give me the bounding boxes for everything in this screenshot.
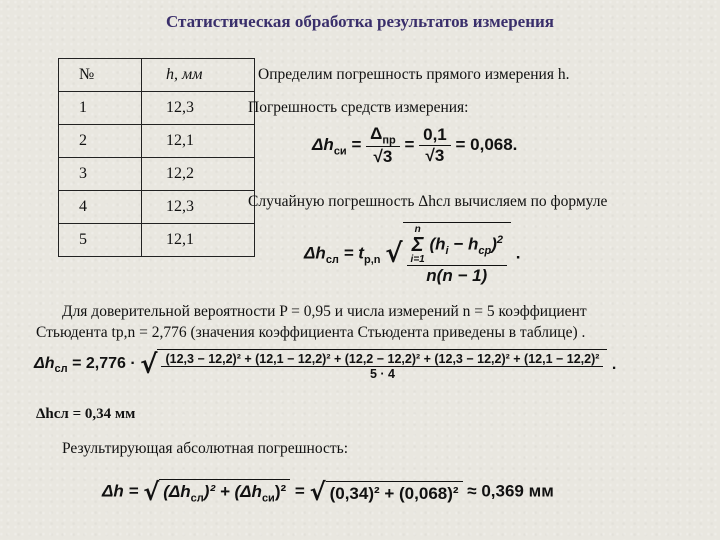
text-resulting-error: Результирующая абсолютная погрешность: [62,440,349,457]
page-title: Статистическая обработка результатов измерения [165,12,554,31]
formula-instrument-error: $\Delta h_{си}$ = $\frac{\Delta_{пр}}{√3}$ = $\frac{0,1}{√3}$ = 0,068. [312,124,518,167]
formula-random-error: $\Delta h_{сл} = t_{p,n}$ √ n Σ i=1 $(h_i - h_{ср})^2$ n(n − 1) . [304,224,521,285]
text-instrument-error: Погрешность средств измерения: [248,99,469,116]
table-cell: 4 [59,191,142,224]
result-random-error: Δhсл = 0,34 мм [36,406,136,422]
table-cell: 12,1 [142,125,255,158]
text-confidence: Для доверительной вероятности P = 0,95 и числа измерений n = 5 коэффициент [62,303,587,320]
table-row [59,125,255,158]
text-direct-measurement: Определим погрешность прямого измерения h. [258,66,570,83]
formula-total-error: Δh = √ $(\Delta h_{сл})^2 + (\Delta h_{си})^2$ = √ (0,34)² + (0,068)² ≈ 0,369 мм [102,478,554,506]
table-cell: 12,2 [142,158,255,191]
table-cell: 3 [59,158,142,191]
table-cell: 1 [59,92,142,125]
table-header-number: № [59,59,142,92]
table-cell: 5 [59,224,142,257]
formula-random-numeric: $\Delta h_{сл} = 2,776$ · √ (12,3 − 12,2)² + (12,1 − 12,2)² + (12,2 − 12,2)² + (12,3 − 12,2)² + (12,1 − 12,2)² 5 · 4 . [34,350,617,381]
table-row [59,224,255,257]
table-cell: 12,3 [142,92,255,125]
table-row [59,158,255,191]
text-random-error: Случайную погрешность Δhсл вычисляем по формуле [248,193,608,210]
table-header-row [59,59,255,92]
measurements-table [58,58,255,257]
table-header-h: h, мм [142,59,255,92]
table-cell: 12,1 [142,224,255,257]
table-row [59,92,255,125]
table-cell: 2 [59,125,142,158]
table-row [59,191,255,224]
table-cell: 12,3 [142,191,255,224]
text-student: Стьюдента tp,n = 2,776 (значения коэффициента Стьюдента приведены в таблице) . [36,324,586,341]
